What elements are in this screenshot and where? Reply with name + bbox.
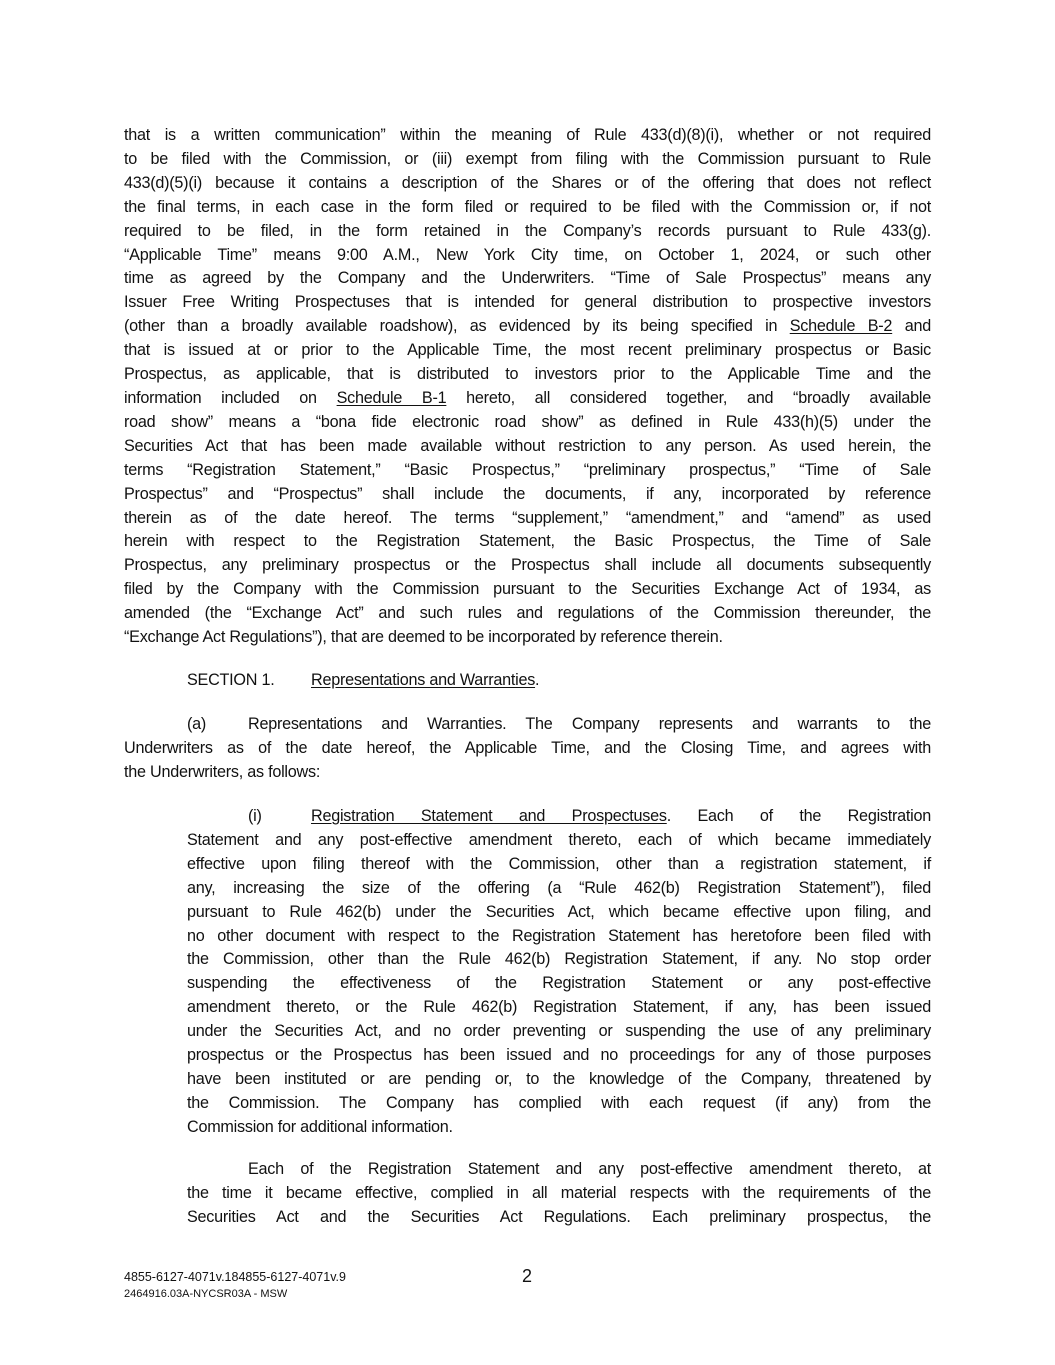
definitions-paragraph xyxy=(124,124,931,650)
text-line xyxy=(124,267,931,291)
text-segment: the Underwriters, as follows: xyxy=(124,762,321,781)
line-text xyxy=(187,829,931,853)
text-line xyxy=(124,339,931,363)
section-1-heading xyxy=(187,669,931,693)
text-segment: Securities Act and the Securities Act Regulations. Each preliminary prospectus, the xyxy=(187,1207,931,1226)
text-segment: road show” means a “bona fide electronic road show” as defined in Rule 433(h)(5) under the xyxy=(124,412,931,431)
line-text xyxy=(124,411,931,435)
paragraph-label: SECTION 1. xyxy=(187,671,275,689)
line-text xyxy=(124,196,931,220)
text-segment: hereto, all considered together, and “broadly available xyxy=(446,388,931,407)
text-line xyxy=(187,669,931,693)
text-line xyxy=(187,1092,931,1116)
text-segment: that is issued at or prior to the Applicable Time, the most recent preliminary prospectus or Basic xyxy=(124,341,931,360)
line-text xyxy=(248,1158,931,1182)
text-line xyxy=(187,853,931,877)
text-segment: Securities Act that has been made available without restriction to any person. As used herein, the xyxy=(124,436,931,455)
text-segment: prospectus or the Prospectus has been issued and no proceedings for any of those purposes xyxy=(187,1046,931,1065)
text-line xyxy=(124,220,931,244)
text-segment: filed by the Company with the Commission pursuant to the Securities Exchange Act of 1934, as xyxy=(124,580,931,599)
line-text xyxy=(124,483,931,507)
text-segment: amended (the “Exchange Act” and such rules and regulations of the Commission thereunder, the xyxy=(124,604,931,623)
line-text xyxy=(187,1020,931,1044)
text-line xyxy=(124,761,931,785)
text-segment: Each of the Registration Statement and any post-effective amendment thereto, at xyxy=(248,1160,931,1178)
line-text xyxy=(124,172,931,196)
text-segment: (other than a broadly available roadshow), as evidenced by its being specified in xyxy=(124,317,790,336)
text-line xyxy=(124,507,931,531)
footer-document-id-secondary: 2464916.03A-NYCSR03A - MSW xyxy=(124,1288,288,1300)
text-segment: Commission for additional information. xyxy=(187,1117,453,1136)
underlined-reference: Registration Statement and Prospectuses xyxy=(311,807,667,825)
line-text xyxy=(248,713,931,737)
text-segment: required to be filed, in the form retained in the Company’s records pursuant to Rule 433(g). xyxy=(124,221,931,240)
text-segment: herein with respect to the Registration Statement, the Basic Prospectus, the Time of Sale xyxy=(124,532,931,551)
text-segment: effective upon filing thereof with the Commission, other than a registration statement, if xyxy=(187,854,931,873)
text-segment: the time it became effective, complied in all material respects with the requirements of the xyxy=(187,1183,931,1202)
text-line xyxy=(187,1020,931,1044)
text-segment: suspending the effectiveness of the Registration Statement or any post-effective xyxy=(187,974,931,993)
text-segment: the final terms, in each case in the form filed or required to be filed with the Commission or, if not xyxy=(124,197,931,216)
line-text xyxy=(187,972,931,996)
text-segment: . Each of the Registration xyxy=(666,807,931,825)
text-segment: “Exchange Act Regulations”), that are deemed to be incorporated by reference therein. xyxy=(124,628,723,647)
line-text xyxy=(187,1182,931,1206)
text-line xyxy=(124,291,931,315)
paragraph-label: (a) xyxy=(187,715,207,733)
footer-document-id: 4855-6127-4071v.184855-6127-4071v.9 xyxy=(124,1270,346,1284)
text-line xyxy=(187,1116,931,1140)
text-segment: pursuant to Rule 462(b) under the Securities Act, which became effective upon filing, and xyxy=(187,902,931,921)
line-text xyxy=(124,554,931,578)
text-segment: Prospectus” and “Prospectus” shall include the documents, if any, incorporated by reference xyxy=(124,484,931,503)
text-line xyxy=(124,411,931,435)
line-text xyxy=(187,1068,931,1092)
paragraph-registration-compliance xyxy=(187,1158,931,1230)
line-text xyxy=(187,1092,931,1116)
line-text xyxy=(124,244,931,268)
text-line xyxy=(187,1206,931,1230)
text-line xyxy=(187,925,931,949)
line-text xyxy=(124,435,931,459)
text-segment: any, increasing the size of the offering (a “Rule 462(b) Registration Statement”), filed xyxy=(187,878,931,897)
text-line xyxy=(124,363,931,387)
text-line xyxy=(124,483,931,507)
text-line xyxy=(187,901,931,925)
line-text xyxy=(187,877,931,901)
text-line xyxy=(124,554,931,578)
text-segment: 433(d)(5)(i) because it contains a description of the Shares or of the offering that does not reflect xyxy=(124,173,931,192)
line-text xyxy=(124,602,931,626)
text-line xyxy=(124,737,931,761)
paragraph-i-registration-statement xyxy=(187,805,931,1140)
line-text xyxy=(124,387,931,411)
text-segment: Issuer Free Writing Prospectuses that is intended for general distribution to prospective investors xyxy=(124,293,931,312)
text-line xyxy=(124,435,931,459)
line-text xyxy=(311,669,931,693)
line-text xyxy=(124,124,931,148)
text-line xyxy=(124,172,931,196)
text-line xyxy=(124,315,931,339)
text-segment: that is a written communication” within the meaning of Rule 433(d)(8)(i), whether or not required xyxy=(124,126,931,144)
line-text xyxy=(187,948,931,972)
line-text xyxy=(124,339,931,363)
text-segment: Prospectus, as applicable, that is distributed to investors prior to the Applicable Time and the xyxy=(124,365,931,384)
line-text xyxy=(124,291,931,315)
line-text xyxy=(187,1044,931,1068)
text-line xyxy=(187,1068,931,1092)
line-text xyxy=(124,530,931,554)
line-text xyxy=(124,220,931,244)
text-segment: have been instituted or are pending or, to the knowledge of the Company, threatened by xyxy=(187,1069,931,1088)
text-segment: no other document with respect to the Registration Statement has heretofore been filed with xyxy=(187,926,931,945)
text-line xyxy=(187,972,931,996)
line-text xyxy=(187,1116,931,1140)
text-segment: Prospectus, any preliminary prospectus or the Prospectus shall include all documents subsequently xyxy=(124,556,931,575)
text-segment: the Commission. The Company has complied with each request (if any) from the xyxy=(187,1093,931,1112)
line-text xyxy=(124,626,931,650)
text-line xyxy=(187,829,931,853)
text-line xyxy=(187,1158,931,1182)
text-line xyxy=(124,387,931,411)
text-segment: . xyxy=(535,671,540,689)
text-segment: amendment thereto, or the Rule 462(b) Registration Statement, if any, has been issued xyxy=(187,998,931,1017)
text-segment: Statement and any post-effective amendment thereto, each of which became immediately xyxy=(187,830,931,849)
underlined-reference: Schedule B-2 xyxy=(789,317,893,336)
text-segment: Representations and Warranties. The Company represents and warrants to the xyxy=(248,715,931,733)
text-segment: to be filed with the Commission, or (iii) exempt from filing with the Commission pursuant to Rule xyxy=(124,149,931,168)
line-text xyxy=(187,853,931,877)
text-line xyxy=(124,713,931,737)
text-segment: Underwriters as of the date hereof, the Applicable Time, and the Closing Time, and agrees with xyxy=(124,738,931,757)
line-text xyxy=(124,363,931,387)
text-line xyxy=(187,805,931,829)
text-line xyxy=(124,459,931,483)
text-segment: the Commission, other than the Rule 462(b) Registration Statement, if any. No stop order xyxy=(187,950,931,969)
line-text xyxy=(124,737,931,761)
line-text xyxy=(124,507,931,531)
text-segment: terms “Registration Statement,” “Basic Prospectus,” “preliminary prospectus,” “Time of Sale xyxy=(124,460,931,479)
page-number: 2 xyxy=(522,1266,533,1286)
line-text xyxy=(311,805,931,829)
text-line xyxy=(187,1182,931,1206)
text-segment: time as agreed by the Company and the Underwriters. “Time of Sale Prospectus” means any xyxy=(124,269,931,288)
line-text xyxy=(187,996,931,1020)
text-line xyxy=(187,1044,931,1068)
line-text xyxy=(187,901,931,925)
line-text xyxy=(124,148,931,172)
text-line xyxy=(187,996,931,1020)
line-text xyxy=(124,761,931,785)
text-segment: and xyxy=(892,317,931,336)
text-segment: under the Securities Act, and no order preventing or suspending the use of any preliminary xyxy=(187,1022,931,1041)
text-line xyxy=(124,196,931,220)
text-line xyxy=(124,124,931,148)
text-line xyxy=(187,877,931,901)
line-text xyxy=(187,925,931,949)
text-segment: therein as of the date hereof. The terms “supplement,” “amendment,” and “amend” as used xyxy=(124,508,931,527)
text-line xyxy=(124,244,931,268)
line-text xyxy=(187,1206,931,1230)
paragraph-label: (i) xyxy=(248,807,262,825)
text-line xyxy=(124,626,931,650)
text-line xyxy=(124,602,931,626)
text-line xyxy=(124,148,931,172)
line-text xyxy=(124,267,931,291)
underlined-reference: Representations and Warranties xyxy=(311,671,536,689)
text-line xyxy=(124,530,931,554)
line-text xyxy=(124,578,931,602)
text-segment: information included on xyxy=(124,388,337,407)
text-line xyxy=(124,578,931,602)
paragraph-label xyxy=(187,1158,248,1182)
text-segment: “Applicable Time” means 9:00 A.M., New York City time, on October 1, 2024, or such other xyxy=(124,245,931,264)
paragraph-a xyxy=(124,713,931,785)
text-line xyxy=(187,948,931,972)
underlined-reference: Schedule B-1 xyxy=(336,388,447,407)
line-text xyxy=(124,459,931,483)
line-text xyxy=(124,315,931,339)
